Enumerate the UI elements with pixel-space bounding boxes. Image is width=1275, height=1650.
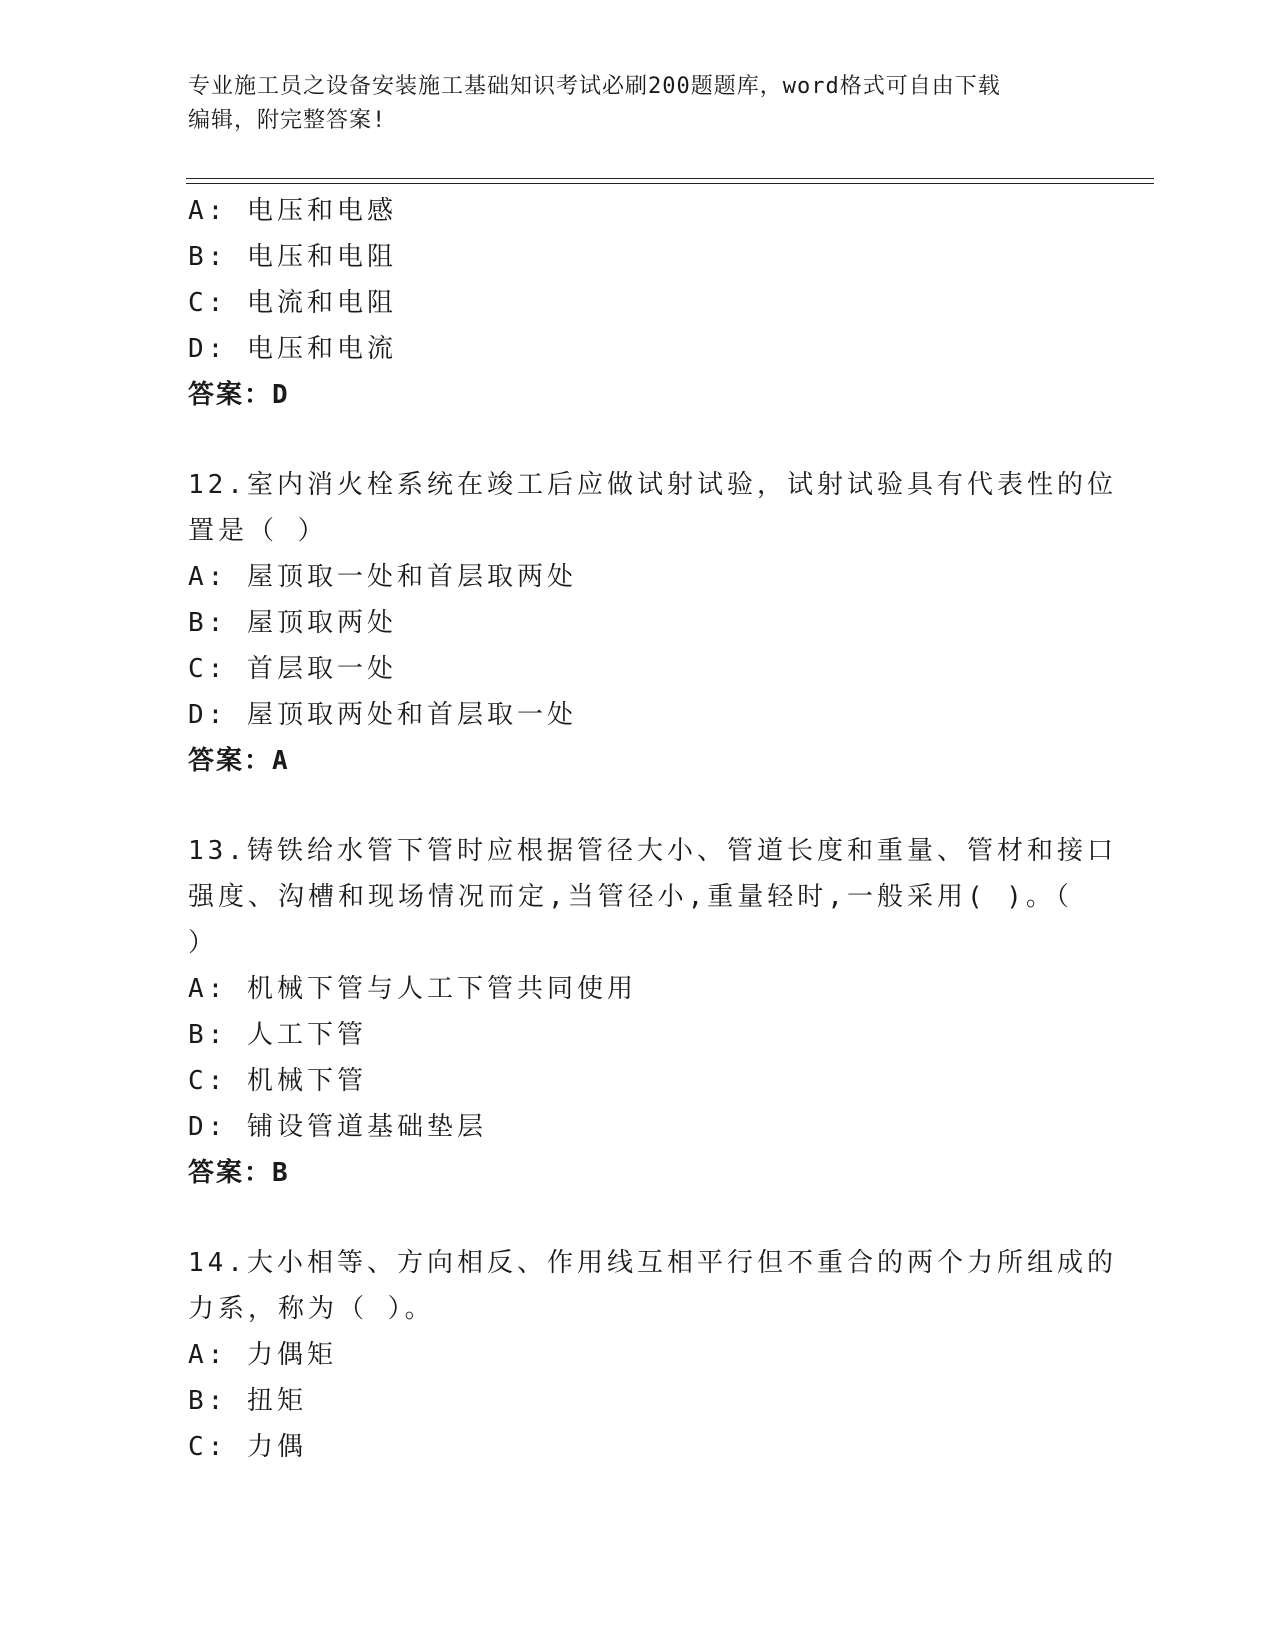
- option-c: C: 力偶: [188, 1432, 307, 1462]
- question-text-line: 12.室内消火栓系统在竣工后应做试射试验，试射试验具有代表性的位: [188, 470, 1117, 500]
- answer-line: 答案：D: [188, 380, 290, 410]
- document-header: [188, 70, 1088, 138]
- question-text-line: 强度、沟槽和现场情况而定,当管径小,重量轻时,一般采用( )。（: [188, 882, 1073, 912]
- option-c: C: 机械下管: [188, 1066, 367, 1096]
- header-line-2: 编辑，附完整答案!: [188, 108, 387, 133]
- question-12: [188, 462, 1117, 784]
- option-d: D: 屋顶取两处和首层取一处: [188, 700, 577, 730]
- option-c: C: 首层取一处: [188, 654, 397, 684]
- option-a: A: 机械下管与人工下管共同使用: [188, 974, 637, 1004]
- question-text-line: 力系，称为（ ）。: [188, 1294, 435, 1324]
- question-text-line: 置是（ ）: [188, 516, 328, 546]
- question-list: [188, 188, 1117, 1470]
- option-b: B: 电压和电阻: [188, 242, 397, 272]
- option-a: A: 电压和电感: [188, 196, 397, 226]
- header-divider-top: [186, 178, 1154, 179]
- option-c: C: 电流和电阻: [188, 288, 397, 318]
- option-b: B: 屋顶取两处: [188, 608, 397, 638]
- option-a: A: 力偶矩: [188, 1340, 337, 1370]
- question-14: [188, 1240, 1117, 1470]
- header-line-1: 专业施工员之设备安装施工基础知识考试必刷200题题库，word格式可自由下载: [188, 74, 1001, 99]
- option-d: D: 电压和电流: [188, 334, 397, 364]
- question-text-line: ）: [188, 928, 219, 958]
- question-text-line: 14.大小相等、方向相反、作用线互相平行但不重合的两个力所组成的: [188, 1248, 1117, 1278]
- question-13: [188, 828, 1117, 1196]
- question-text-line: 13.铸铁给水管下管时应根据管径大小、管道长度和重量、管材和接口: [188, 836, 1117, 866]
- header-divider-bottom: [186, 183, 1154, 184]
- option-a: A: 屋顶取一处和首层取两处: [188, 562, 577, 592]
- question-11: [188, 188, 1088, 418]
- answer-line: 答案：A: [188, 746, 290, 776]
- option-d: D: 铺设管道基础垫层: [188, 1112, 487, 1142]
- option-b: B: 人工下管: [188, 1020, 367, 1050]
- answer-line: 答案：B: [188, 1158, 290, 1188]
- option-b: B: 扭矩: [188, 1386, 307, 1416]
